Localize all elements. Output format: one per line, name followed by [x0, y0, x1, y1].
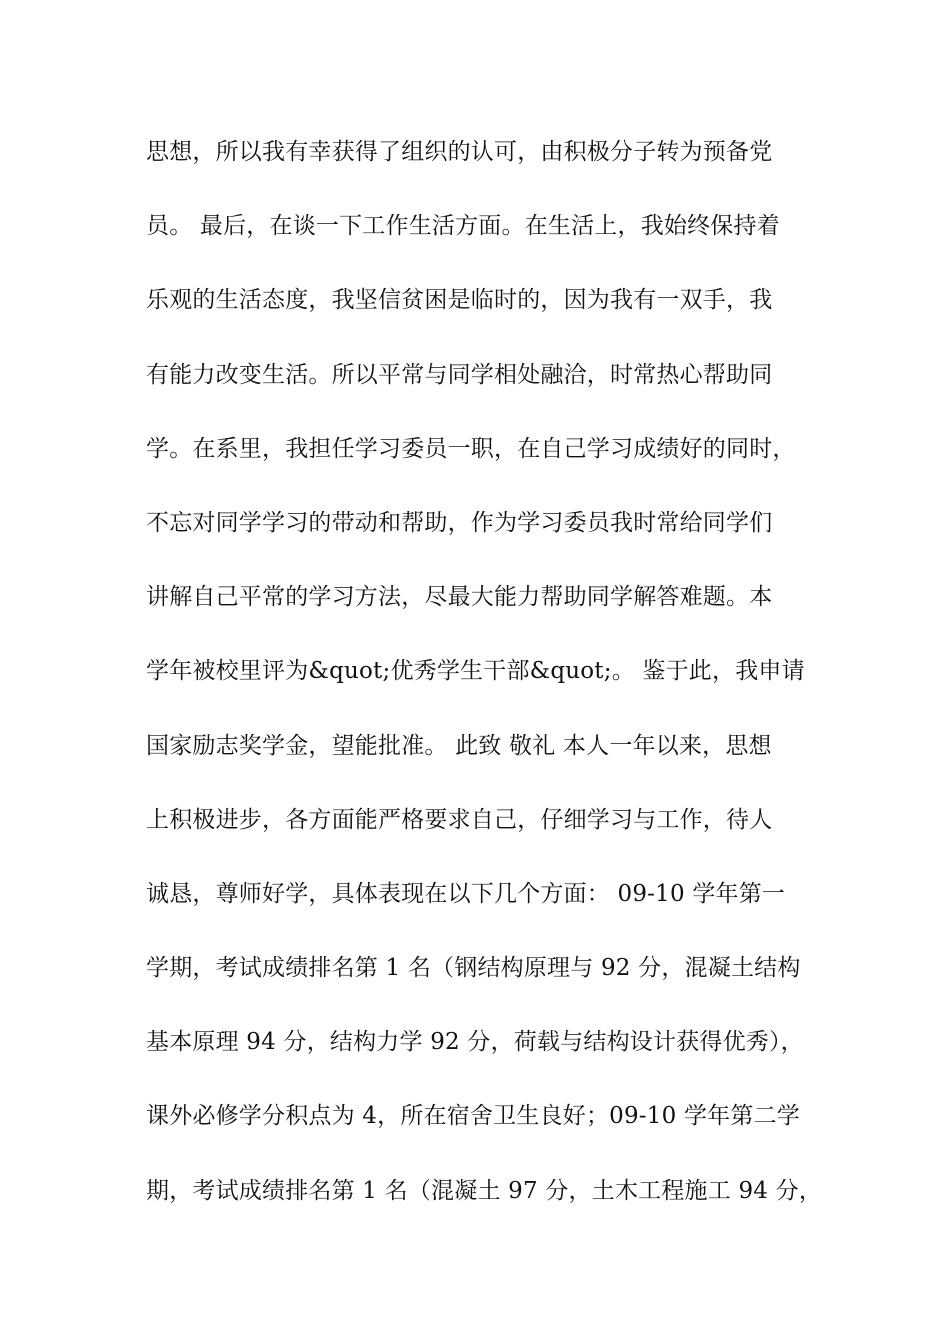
text-line-6: 不忘对同学学习的带动和帮助，作为学习委员我时常给同学们: [146, 509, 773, 536]
text-line-5: 学。在系里，我担任学习委员一职，在自己学习成绩好的同时，: [146, 435, 796, 462]
body-text: [146, 134, 823, 1247]
text-line-7: 讲解自己平常的学习方法，尽最大能力帮助同学解答难题。本: [146, 584, 773, 611]
text-line-1: 思想，所以我有幸获得了组织的认可，由积极分子转为预备党: [146, 139, 773, 165]
text-line-8: 学年被校里评为&quot;优秀学生干部&quot;。 鉴于此，我申请: [146, 658, 805, 685]
text-line-11: 诚恳，尊师好学，具体表现在以下几个方面： 09-10 学年第一: [146, 880, 786, 907]
text-line-4: 有能力改变生活。所以平常与同学相处融洽，时常热心帮助同: [146, 361, 773, 388]
text-line-14: 课外必修学分积点为 4，所在宿舍卫生良好；09-10 学年第二学: [146, 1103, 800, 1130]
text-line-3: 乐观的生活态度，我坚信贫困是临时的，因为我有一双手，我: [146, 287, 773, 314]
text-line-13: 基本原理 94 分，结构力学 92 分，荷载与结构设计获得优秀），: [146, 1029, 804, 1056]
text-line-9: 国家励志奖学金，望能批准。 此致 敬礼 本人一年以来，思想: [146, 732, 772, 759]
text-line-15: 期，考试成绩排名第 1 名（混凝土 97 分，土木工程施工 94 分，: [146, 1177, 823, 1204]
text-line-2: 员。 最后，在谈一下工作生活方面。在生活上，我始终保持着: [146, 213, 780, 240]
text-line-10: 上积极进步，各方面能严格要求自己，仔细学习与工作，待人: [146, 806, 773, 833]
text-line-12: 学期，考试成绩排名第 1 名（钢结构原理与 92 分，混凝土结构: [146, 955, 801, 982]
